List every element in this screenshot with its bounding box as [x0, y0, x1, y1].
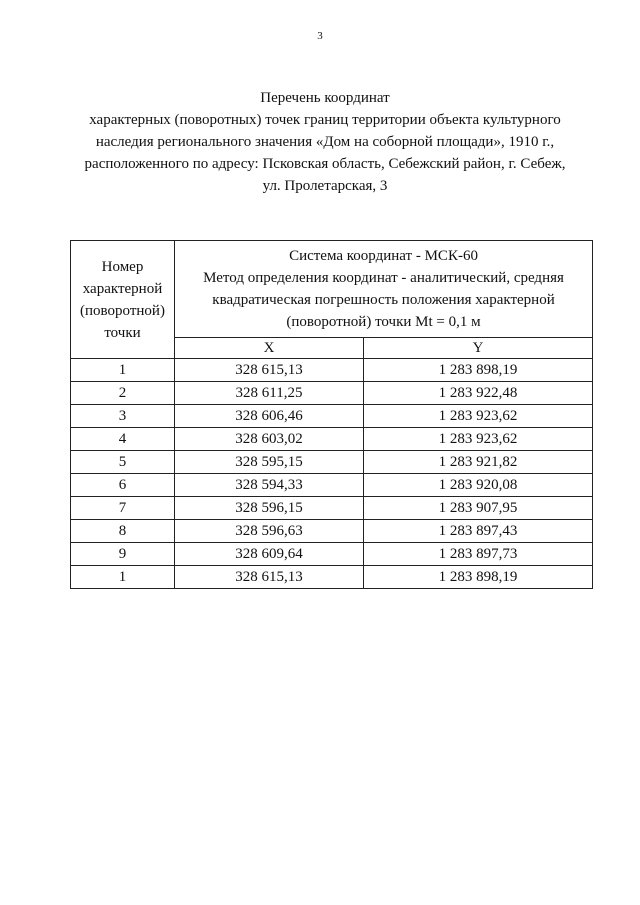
point-number-cell: 1: [71, 359, 175, 382]
header-line: квадратическая погрешность положения характерной: [212, 292, 555, 308]
y-coordinate-cell: 1 283 923,62: [364, 428, 593, 451]
x-coordinate-cell: 328 609,64: [175, 543, 364, 566]
coordinates-table: [70, 240, 593, 589]
table-row: [71, 382, 593, 405]
x-coordinate-cell: 328 596,15: [175, 497, 364, 520]
point-number-cell: 8: [71, 520, 175, 543]
x-coordinate-cell: 328 595,15: [175, 451, 364, 474]
point-number-cell: 3: [71, 405, 175, 428]
table-row: [71, 405, 593, 428]
y-coordinate-cell: 1 283 920,08: [364, 474, 593, 497]
header-line: Метод определения координат - аналитический, средняя: [203, 270, 564, 286]
header-line: (поворотной): [80, 302, 165, 319]
y-coordinate-cell: 1 283 898,19: [364, 359, 593, 382]
table-body: [71, 359, 593, 589]
x-coordinate-cell: 328 594,33: [175, 474, 364, 497]
point-number-header: [71, 241, 175, 359]
title-line: расположенного по адресу: Псковская область, Себежский район, г. Себеж,: [84, 156, 566, 172]
y-coordinate-cell: 1 283 922,48: [364, 382, 593, 405]
y-coordinate-cell: 1 283 921,82: [364, 451, 593, 474]
table-row: [71, 428, 593, 451]
header-line: (поворотной) точки Mt = 0,1 м: [286, 314, 481, 330]
y-coordinate-cell: 1 283 898,19: [364, 566, 593, 589]
header-line: Номер: [101, 258, 144, 275]
point-number-cell: 1: [71, 566, 175, 589]
x-coordinate-cell: 328 606,46: [175, 405, 364, 428]
point-number-cell: 2: [71, 382, 175, 405]
y-column-header: Y: [364, 338, 593, 359]
x-coordinate-cell: 328 603,02: [175, 428, 364, 451]
x-coordinate-cell: 328 615,13: [175, 566, 364, 589]
point-number-cell: 9: [71, 543, 175, 566]
x-coordinate-cell: 328 611,25: [175, 382, 364, 405]
table-row: [71, 451, 593, 474]
title-line: характерных (поворотных) точек границ территории объекта культурного: [89, 112, 561, 128]
table-row: [71, 566, 593, 589]
point-number-cell: 7: [71, 497, 175, 520]
page-number: 3: [317, 30, 323, 42]
table-row: [71, 474, 593, 497]
coordinate-system-header: [175, 241, 593, 338]
x-coordinate-cell: 328 596,63: [175, 520, 364, 543]
table-row: [71, 359, 593, 382]
header-line: Система координат - МСК-60: [289, 248, 478, 264]
y-coordinate-cell: 1 283 897,73: [364, 543, 593, 566]
table-row: [71, 497, 593, 520]
title-line: ул. Пролетарская, 3: [262, 178, 388, 194]
y-coordinate-cell: 1 283 897,43: [364, 520, 593, 543]
document-title: [60, 87, 590, 197]
header-line: точки: [104, 324, 141, 341]
y-coordinate-cell: 1 283 923,62: [364, 405, 593, 428]
header-line: характерной: [82, 280, 163, 297]
point-number-cell: 5: [71, 451, 175, 474]
point-number-cell: 4: [71, 428, 175, 451]
point-number-cell: 6: [71, 474, 175, 497]
y-coordinate-cell: 1 283 907,95: [364, 497, 593, 520]
table-row: [71, 520, 593, 543]
title-line: Перечень координат: [260, 90, 390, 106]
x-column-header: X: [175, 338, 364, 359]
x-coordinate-cell: 328 615,13: [175, 359, 364, 382]
title-line: наследия регионального значения «Дом на соборной площади», 1910 г.,: [95, 134, 555, 150]
table-row: [71, 543, 593, 566]
